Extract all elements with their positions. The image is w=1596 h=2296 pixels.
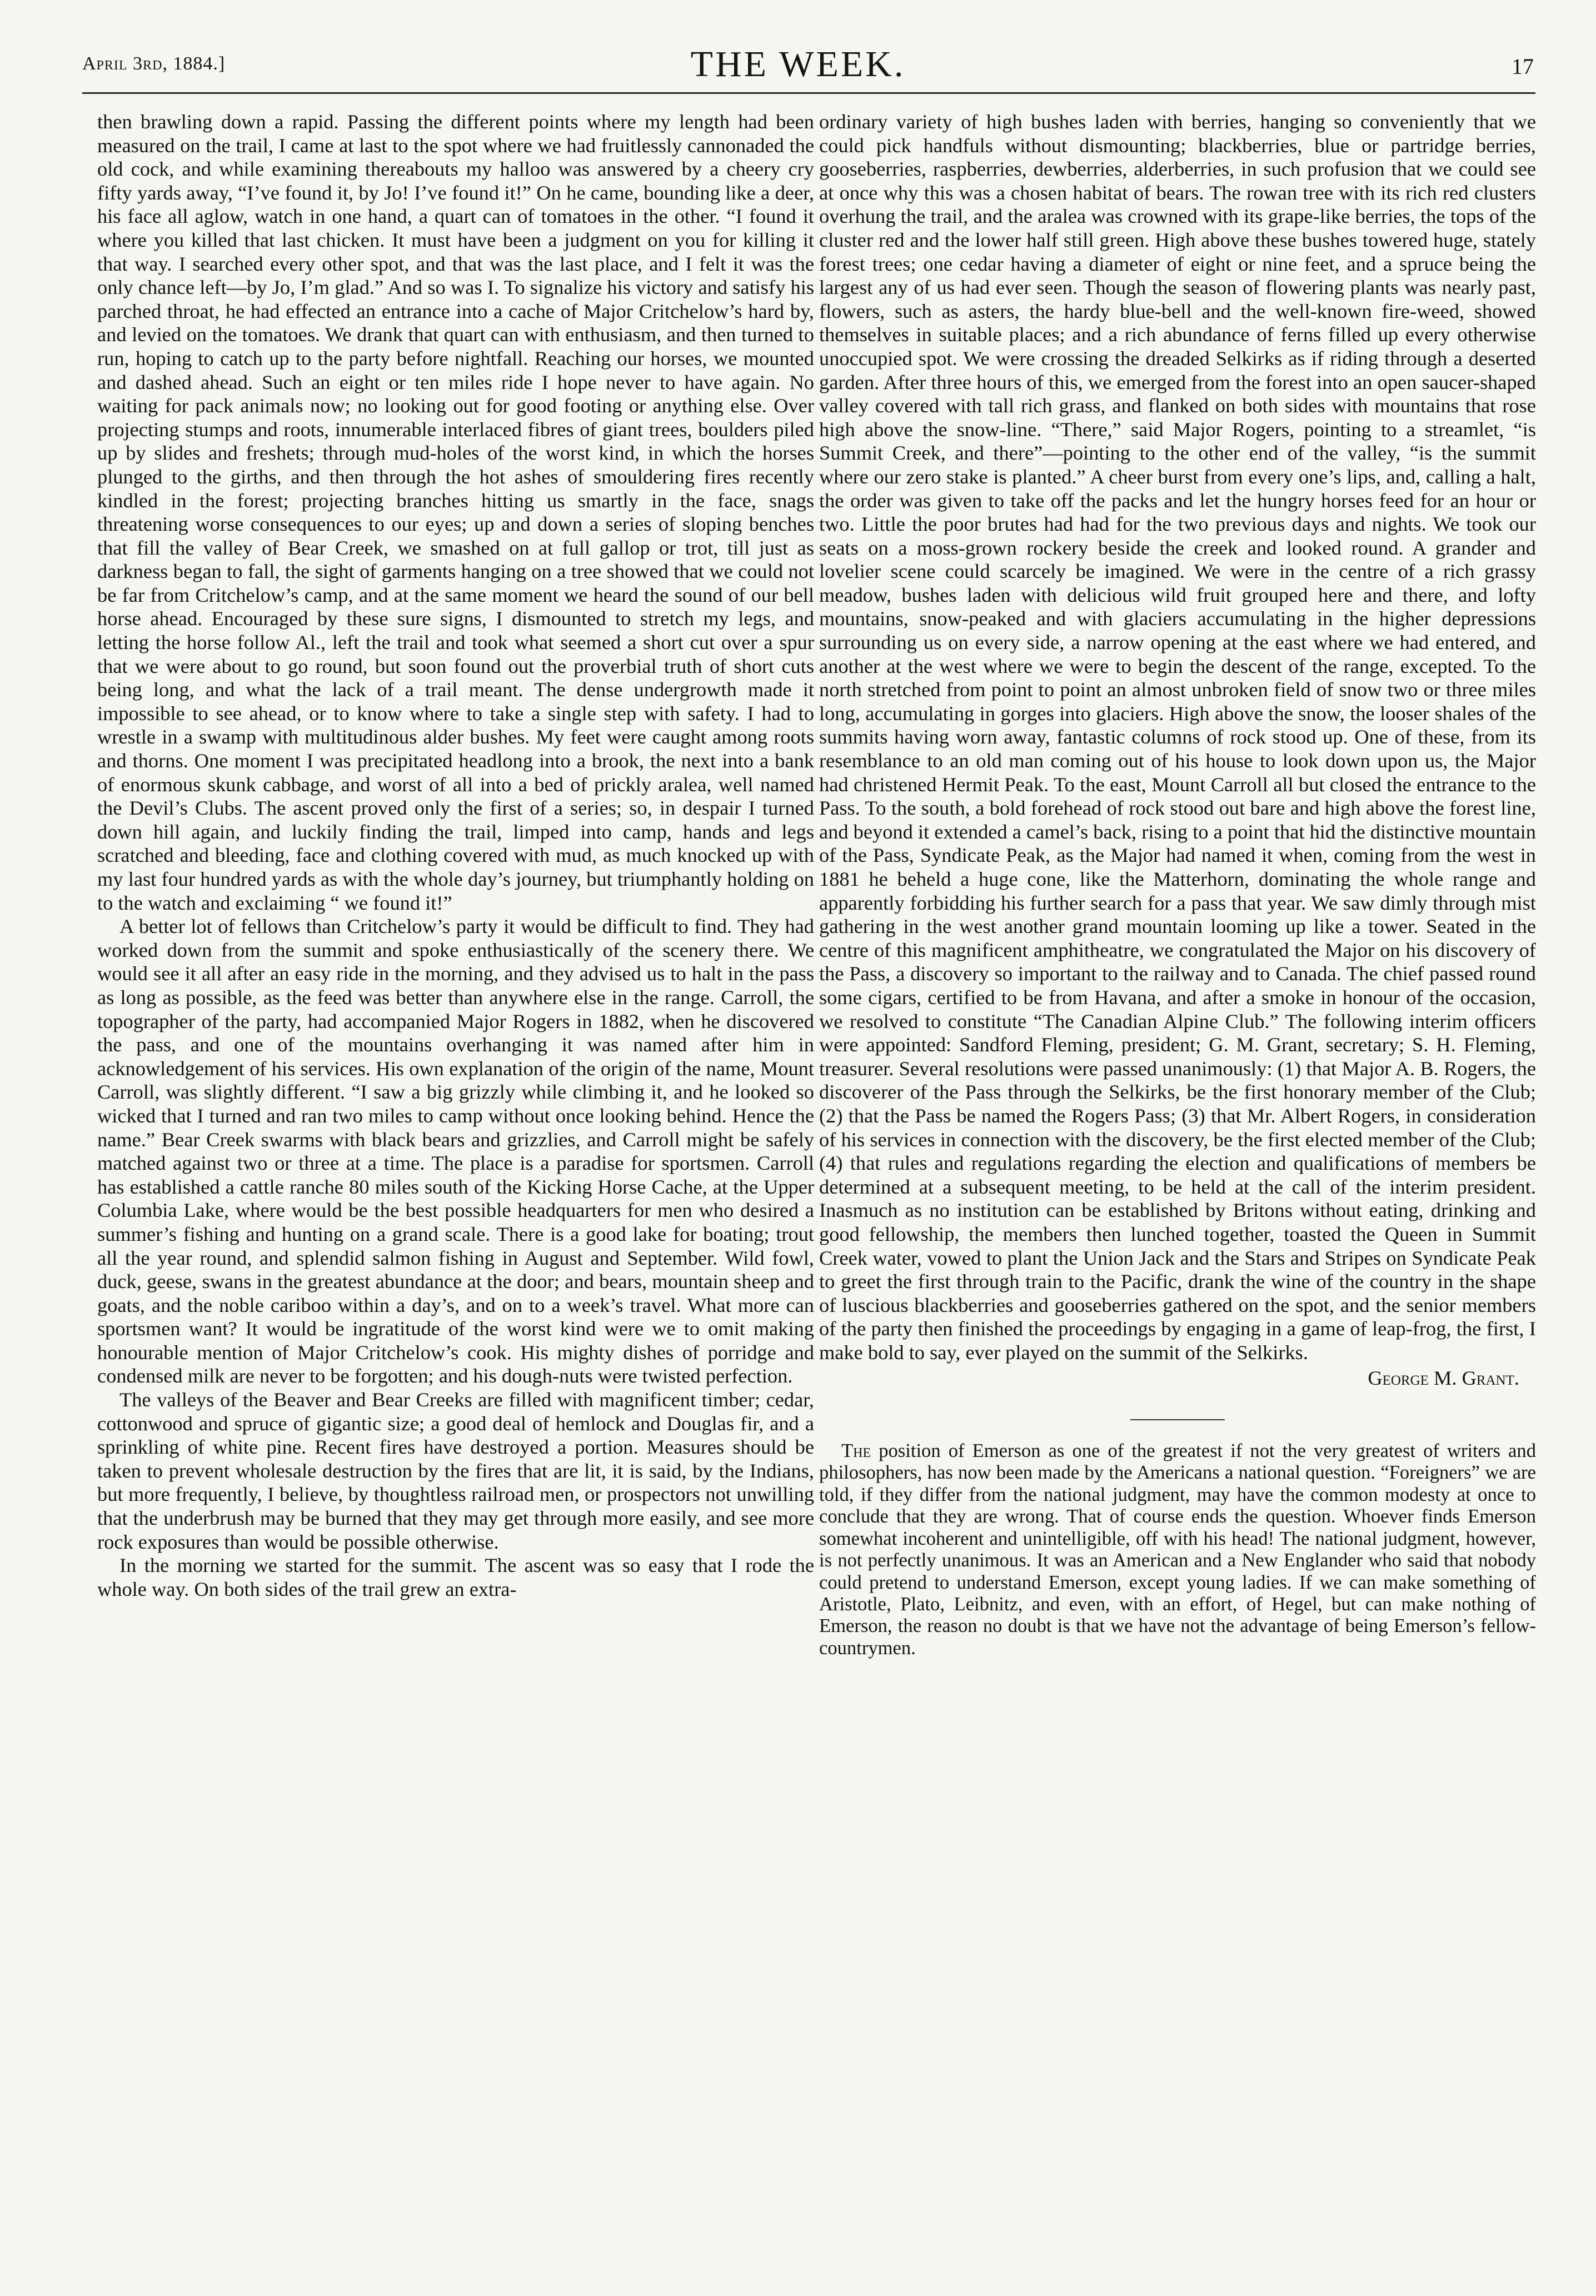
article-paragraph: then brawling down a rapid. Passing the different points where my length had been measured on the trail, I came at last to the spot where we had fruitlessly cannonaded the old cock, and while examining thereabouts my halloo was answered by a cheery cry fifty yards away, “I’ve found it, by Jo! I’ve found it!” On he came, bounding like a deer, his face all aglow, watch in one hand, a quart can of tomatoes in the other. “I found it where you killed that last chicken. It must have been a judgment on you for killing it that way. I searched every other spot, and that was the last place, and I felt it was the only chance left—by Jo, I’m glad.” And so was I. To signalize his victory and satisfy his parched throat, he had effected an entrance into a cache of Major Critchelow’s hard by, and levied on the tomatoes. We drank that quart can with enthusiasm, and then turned to run, hoping to catch up to the party before nightfall. Reaching our horses, we mounted and dashed ahead. Such an eight or ten miles ride I hope never to have again. No waiting for pack animals now; no looking out for good footing or anything else. Over projecting stumps and roots, innumerable interlaced fibres of giant trees, boulders piled up by slides and freshets; through mud-holes of the worst kind, in which the horses plunged to the girths, and then through the hot ashes of smouldering fires recently kindled in the forest; projecting branches hitting us smartly in the face, snags threatening worse consequences to our eyes; up and down a series of sloping benches that fill the valley of Bear Creek, we smashed on at full gallop or trot, till just as darkness began to fall, the sight of garments hanging on a tree showed that we could not be far from Critchelow’s camp, and at the same moment we heard the sound of our bell horse ahead. Encouraged by these sure signs, I dismounted to stretch my legs, and letting the horse follow Al., left the trail and took what seemed a short cut over a spur that we were about to go round, but soon found out the proverbial truth of short cuts being long, and what the lack of a trail meant. The dense undergrowth made it impossible to see ahead, or to know where to take a single step with safety. I had to wrestle in a swamp with multitudinous alder bushes. My feet were caught among roots and thorns. One moment I was precipitated headlong into a brook, the next into a bank of enormous skunk cabbage, and worst of all into a bed of prickly aralea, well named the Devil’s Clubs. The ascent proved only the first of a series; so, in despair I turned down hill again, and luckily finding the trail, limped into camp, hands and legs scratched and bleeding, face and clothing covered with mud, as much knocked up with my last four hundred yards as with the whole day’s journey, but triumphantly holding on to the watch and exclaiming “ we found it!” — [97, 111, 814, 914]
issue-date: April 3rd, 1884.] — [82, 53, 226, 74]
paragraph-lead-word: The — [841, 1440, 871, 1462]
emerson-paragraph — [819, 1440, 1536, 1659]
section-divider — [1130, 1419, 1225, 1420]
header-rule — [82, 92, 1535, 94]
page-number: 17 — [1512, 54, 1534, 79]
masthead-title: THE WEEK. — [690, 44, 906, 84]
article-paragraph: In the morning we started for the summit. The ascent was so easy that I rode the whole way. On both sides of the trail grew an extra- — [97, 1554, 814, 1600]
article-paragraph: The valleys of the Beaver and Bear Creeks are filled with magnificent timber; cedar, cottonwood and spruce of gigantic size; a good deal of hemlock and Douglas fir, and a sprinkling of white pine. Recent fires have destroyed a portion. Measures should be taken to prevent wholesale destruction by the fires that are lit, it is said, by the Indians, but more frequently, I believe, by thoughtless railroad men, or prospectors not unwilling that the underbrush may be burned that they may get through more easily, and see more rock exposures than would be possible otherwise. — [97, 1389, 814, 1553]
left-column — [97, 110, 814, 1601]
author-signature: George M. Grant. — [1368, 1367, 1519, 1390]
article-paragraph: ordinary variety of high bushes laden with berries, hanging so conveniently that we could pick handfuls without dismounting; blackberries, blue or partridge berries, gooseberries, raspberries, dewberries, alderberries, in such profusion that we could see at once why this was a chosen habitat of bears. The rowan tree with its rich red clusters overhung the trail, and the aralea was crowned with its grape-like berries, the tops of the cluster red and the lower half still green. High above these bushes towered huge, stately forest trees; one cedar having a diameter of eight or nine feet, and a spruce being the largest any of us had ever seen. Though the season of flowering plants was nearly past, flowers, such as asters, the hardy blue-bell and the well-known fire-weed, showed themselves in suitable places; and a rich abundance of ferns filled up every otherwise unoccupied spot. We were crossing the dreaded Selkirks as if riding through a deserted garden. After three hours of this, we emerged from the forest into an open saucer-shaped valley covered with tall rich grass, and flanked on both sides with mountains that rose high above the snow-line. “There,” said Major Rogers, pointing to a streamlet, “is Summit Creek, and there”—pointing to the other end of the valley, “is the summit where our zero stake is planted.” A cheer burst from every one’s lips, and, calling a halt, the order was given to take off the packs and let the hungry horses feed for an hour or two. Little the poor brutes had had for the two previous days and nights. We took our seats on a moss-grown rockery beside the creek and looked round. A grander and lovelier scene could scarcely be imagined. We were in the centre of a rich grassy meadow, bushes laden with delicious wild fruit grouped here and there, and lofty mountains, snow-peaked and with glaciers accumulating in the higher depressions surrounding us on every side, a narrow opening at the east where we had entered, and another at the west where we were to begin the descent of the range, excepted. To the north stretched from point to point an almost unbroken field of snow two or three miles long, accumulating in gorges into glaciers. High above the snow, the looser shales of the summits having worn away, fantastic columns of rock stood up. One of these, from its resemblance to an old man coming out of his house to look down upon us, the Major had christened Hermit Peak. To the east, Mount Carroll all but closed the entrance to the Pass. To the south, a bold forehead of rock stood out bare and high above the forest line, and beyond it extended a camel’s back, rising to a point that hid the distinctive mountain of the Pass, Syndicate Peak, as the Major had named it when, coming from the west in 1881 he beheld a huge cone, like the Matterhorn, dominating the whole range and apparently forbidding his further search for a pass that year. We saw dimly through mist gathering in the west another grand mountain looming up like a tower. Seated in the centre of this magnificent amphitheatre, we congratulated the Major on his discovery of the Pass, a discovery so important to the railway and to Canada. The chief passed round some cigars, certified to be from Havana, and after a smoke in honour of the occasion, we resolved to constitute “The Canadian Alpine Club.” The following interim officers were appointed: Sandford Fleming, president; G. M. Grant, secretary; S. H. Fleming, treasurer. Several resolutions were passed unanimously: (1) that Major A. B. Rogers, the discoverer of the Pass through the Selkirks, be the first honorary member of the Club; (2) that the Pass be named the Rogers Pass; (3) that Mr. Albert Rogers, in consideration of his services in connection with the discovery, be the first elected member of the Club; (4) that rules and regulations regarding the election and qualifications of members be determined at a subsequent meeting, to be held at the call of the interim president. Inasmuch as no institution can be established by Britons without eating, drinking and good fellowship, the members then lunched together, toasted the Queen in Summit Creek water, vowed to plant the Union Jack and the Stars and Stripes on Syndicate Peak to greet the first through train to the Pacific, drank the wine of the country in the shape of luscious blackberries and gooseberries gathered on the spot, and the senior members of the party then finished the proceedings by engaging in a game of leap-frog, the first, I make bold to say, ever played on the summit of the Selkirks. — [819, 111, 1536, 1364]
paragraph-text: position of Emerson as one of the greatest if not the very greatest of writers and philosophers, has now been made by the Americans a national question. “Foreigners” we are told, if they differ from the national judgment, may have the common modesty at once to conclude that they are wrong. That of course ends the question. Whoever finds Emerson somewhat incoherent and unintelligible, off with his head! The national judgment, however, is not perfectly unanimous. It was an American and a New Englander who said that nobody could pretend to understand Emerson, except young ladies. If we can make something of Aristotle, Plato, Leibnitz, and even, with an effort, of Hegel, but can make nothing of Emerson, the reason no doubt is that we have not the advantage of being Emerson’s fellow-countrymen. — [819, 1440, 1536, 1659]
article-paragraph: A better lot of fellows than Critchelow’s party it would be difficult to find. They had worked down from the summit and spoke enthusiastically of the scenery there. We would see it all after an easy ride in the morning, and they advised us to halt in the pass as long as possible, as the feed was better than anywhere else in the range. Carroll, the topographer of the party, had accompanied Major Rogers in 1882, when he discovered the pass, and one of the mountains overhanging it was named after him in acknowledgement of his services. His own explanation of the origin of the name, Mount Carroll, was slightly different. “I saw a big grizzly while climbing it, and he looked so wicked that I turned and ran two miles to camp without once looking behind. Hence the name.” Bear Creek swarms with black bears and grizzlies, and Carroll might be safely matched against two or three at a time. The place is a paradise for sportsmen. Carroll has established a cattle ranche 80 miles south of the Kicking Horse Cache, at the Upper Columbia Lake, where would be the best possible headquarters for men who desired a summer’s fishing and hunting on a grand scale. There is a good lake for boating; trout all the year round, and splendid salmon fishing in August and September. Wild fowl, duck, geese, swans in the greatest abundance at the door; and bears, mountain sheep and goats, and the noble cariboo within a day’s, and on to a week’s travel. What more can sportsmen want? It would be ingratitude of the worst kind were we to omit making honourable mention of Major Critchelow’s cook. His mighty dishes of porridge and condensed milk are never to be forgotten; and his dough-nuts were twisted perfection. — [97, 915, 814, 1387]
right-column — [819, 110, 1536, 1659]
page-header — [0, 0, 1596, 111]
